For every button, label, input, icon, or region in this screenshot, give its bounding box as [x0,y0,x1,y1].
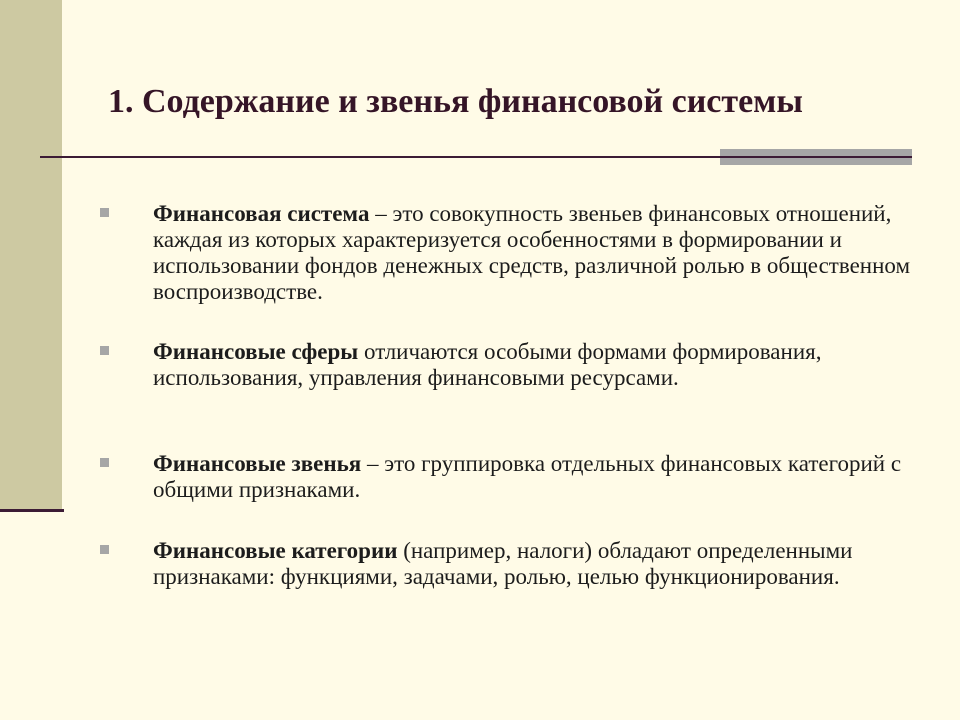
bullet-text [153,339,913,391]
bullet-term: Финансовые сферы [153,339,359,364]
bullet-description: (например, налоги) обладают определенными признаками: функциями, задачами, ролью, целью функционирования. [153,538,853,589]
slide-title: 1. Содержание и звенья финансовой системы [108,83,803,120]
bullet-term: Финансовая система [153,201,370,226]
bullet-square-icon [100,346,109,355]
bullet-term: Финансовые звенья [153,451,362,476]
bullet-text [153,538,913,590]
bullet-square-icon [100,208,109,217]
bullet-text [153,451,913,503]
bullet-description: отличаются особыми формами формирования, использования, управления финансовыми ресурсами. [153,339,822,390]
bullet-description: – это совокупность звеньев финансовых отношений, каждая из которых характеризуется особенностями в формировании и использовании фондов денежных средств, различной ролью в общественном воспроизводстве. [153,201,911,304]
bullet-text [153,201,913,305]
bullet-square-icon [100,458,109,467]
bullet-term: Финансовые категории [153,538,398,563]
bullet-description: – это группировка отдельных финансовых категорий с общими признаками. [153,451,902,502]
bullet-square-icon [100,545,109,554]
